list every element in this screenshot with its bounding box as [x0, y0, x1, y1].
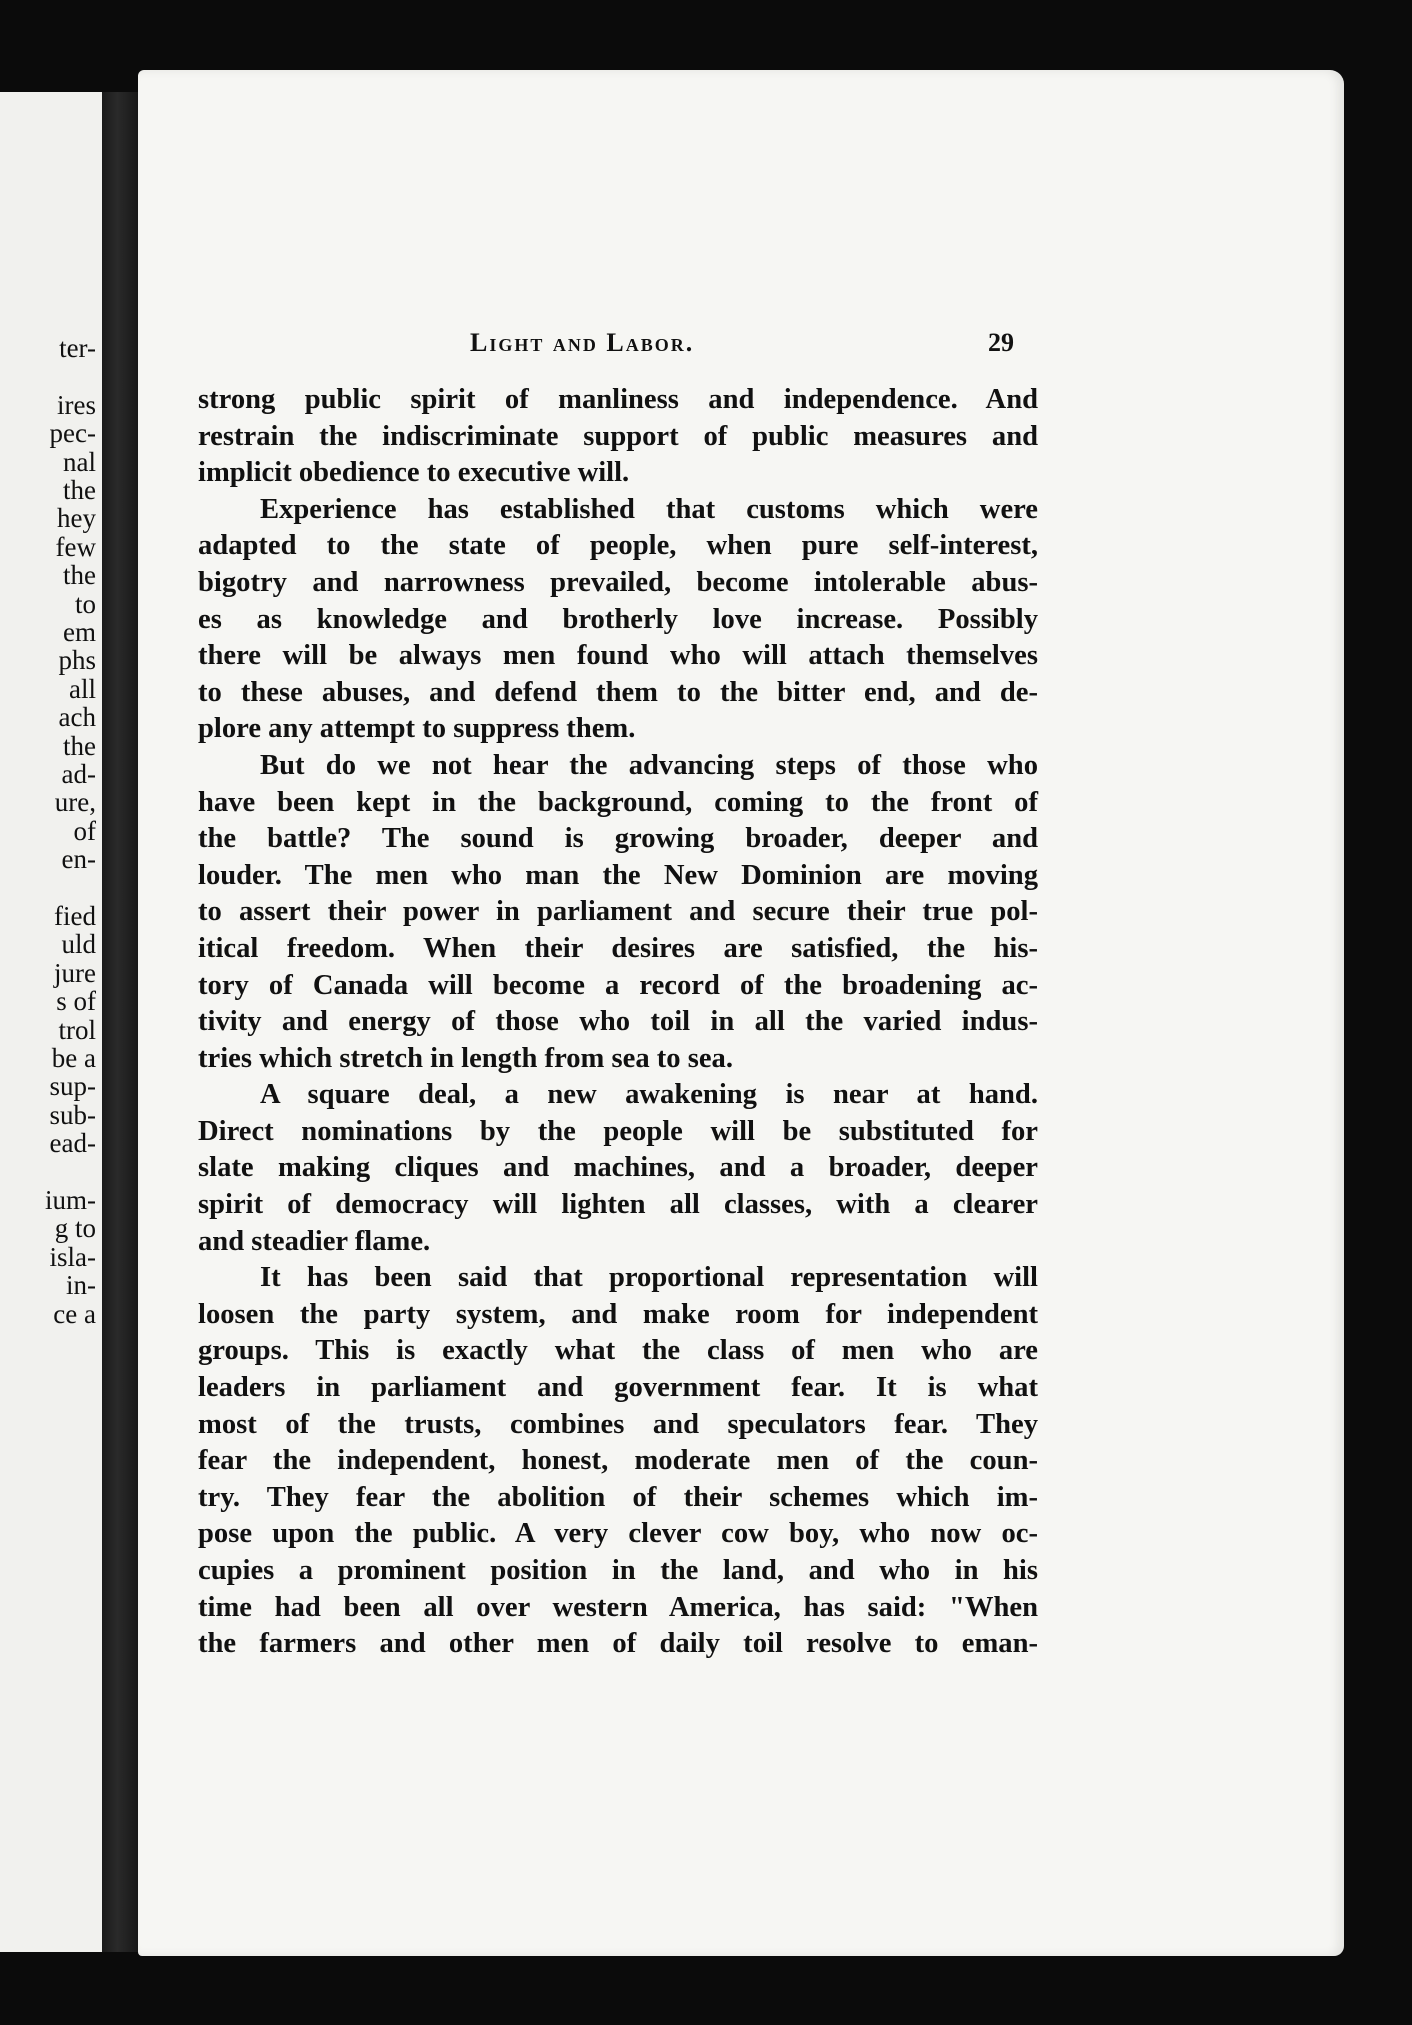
text-line: bigotry and narrowness prevailed, become intolerable abus-: [198, 566, 1038, 598]
text-line: implicit obedience to executive will.: [198, 457, 630, 489]
text-line: there will be always men found who will attach themselves: [198, 640, 1038, 672]
text-line: restrain the indiscriminate support of public measures and: [198, 420, 1038, 452]
facing-page-word-fragment: ires: [57, 389, 96, 420]
text-line: have been kept in the background, coming to the front of: [198, 786, 1038, 818]
facing-page-word-fragment: s of: [56, 986, 96, 1017]
facing-page-word-fragment: em: [63, 617, 96, 647]
facing-page-word-fragment: the: [63, 560, 96, 591]
text-line: Experience has established that customs which were: [260, 493, 1038, 525]
facing-page-word-fragment: nal: [63, 446, 96, 477]
running-title: Light and Labor.: [470, 328, 695, 357]
text-line: to assert their power in parliament and secure their true pol-: [198, 896, 1038, 928]
facing-page-word-fragment: ce a: [53, 1298, 96, 1329]
text-line: slate making cliques and machines, and a broader, deeper: [198, 1152, 1038, 1184]
text-line: tries which stretch in length from sea to sea.: [198, 1042, 734, 1074]
facing-page-word-fragment: be a: [51, 1043, 96, 1073]
book-page: [138, 70, 1344, 1956]
facing-page-word-fragment: all: [69, 673, 96, 704]
facing-page-fragment: [0, 92, 102, 1952]
facing-page-word-fragment: few: [55, 531, 96, 562]
text-line: plore any attempt to suppress them.: [198, 713, 636, 745]
text-line: Direct nominations by the people will be substituted for: [198, 1115, 1038, 1147]
facing-page-word-fragment: uld: [61, 929, 96, 960]
text-line: the farmers and other men of daily toil resolve to eman-: [198, 1628, 1038, 1660]
text-line: most of the trusts, combines and speculators fear. They: [198, 1408, 1038, 1440]
text-line: louder. The men who man the New Dominion are moving: [198, 859, 1038, 891]
running-head: [138, 328, 1344, 368]
text-line: A square deal, a new awakening is near at hand.: [260, 1079, 1038, 1111]
text-line: try. They fear the abolition of their schemes which im-: [198, 1481, 1038, 1513]
text-line: adapted to the state of people, when pure self-interest,: [198, 530, 1038, 562]
text-line: But do we not hear the advancing steps of those who: [260, 749, 1038, 781]
facing-page-word-fragment: g to: [54, 1213, 96, 1244]
text-line: strong public spirit of manliness and independence. And: [198, 384, 1038, 415]
facing-page-word-fragment: pec-: [49, 418, 96, 449]
facing-page-word-fragment: fied: [54, 901, 96, 931]
facing-page-word-fragment: en-: [61, 844, 96, 875]
facing-page-word-fragment: in-: [66, 1270, 96, 1301]
facing-page-word-fragment: the: [63, 730, 96, 761]
page-number: 29: [988, 328, 1014, 357]
text-line: tory of Canada will become a record of the broadening ac-: [198, 969, 1038, 1001]
text-line: groups. This is exactly what the class of men who are: [198, 1335, 1038, 1367]
text-line: pose upon the public. A very clever cow boy, who now oc-: [198, 1518, 1038, 1550]
text-line: time had been all over western America, has said: "When: [198, 1591, 1038, 1623]
facing-page-word-fragment: ure,: [54, 787, 96, 818]
text-line: loosen the party system, and make room for independent: [198, 1298, 1038, 1330]
facing-page-word-fragment: hey: [57, 503, 96, 534]
facing-page-word-fragment: sub-: [49, 1099, 96, 1130]
binding-gutter: [102, 92, 140, 1952]
text-line: cupies a prominent position in the land, and who in his: [198, 1555, 1038, 1586]
text-line: and steadier flame.: [198, 1225, 431, 1257]
text-line: es as knowledge and brotherly love increase. Possibly: [198, 603, 1038, 635]
facing-page-word-fragment: ium-: [45, 1185, 96, 1215]
text-line: fear the independent, honest, moderate men of the coun-: [198, 1445, 1038, 1477]
facing-page-word-fragment: to: [74, 588, 96, 619]
text-line: spirit of democracy will lighten all classes, with a clearer: [198, 1189, 1038, 1221]
facing-page-word-fragment: ach: [58, 702, 96, 733]
facing-page-word-fragment: isla-: [49, 1241, 96, 1272]
facing-page-word-fragment: ter-: [59, 333, 96, 363]
facing-page-word-fragment: trol: [58, 1014, 96, 1045]
facing-page-word-fragment: phs: [58, 645, 96, 676]
body-text: [198, 382, 1038, 1663]
text-line: itical freedom. When their desires are satisfied, the his-: [198, 932, 1038, 964]
facing-page-word-fragment: ad-: [61, 759, 96, 789]
facing-page-word-fragment: sup-: [49, 1071, 96, 1102]
facing-page-word-fragment: of: [73, 815, 96, 846]
facing-page-word-fragment: ead-: [49, 1128, 96, 1159]
text-line: tivity and energy of those who toil in all the varied indus-: [198, 1006, 1038, 1038]
text-line: It has been said that proportional representation will: [260, 1262, 1038, 1294]
text-line: leaders in parliament and government fear. It is what: [198, 1372, 1038, 1404]
facing-page-word-fragment: the: [63, 475, 96, 505]
text-line: to these abuses, and defend them to the bitter end, and de-: [198, 676, 1038, 708]
facing-page-word-fragment: jure: [54, 957, 96, 988]
text-line: the battle? The sound is growing broader, deeper and: [198, 823, 1038, 855]
